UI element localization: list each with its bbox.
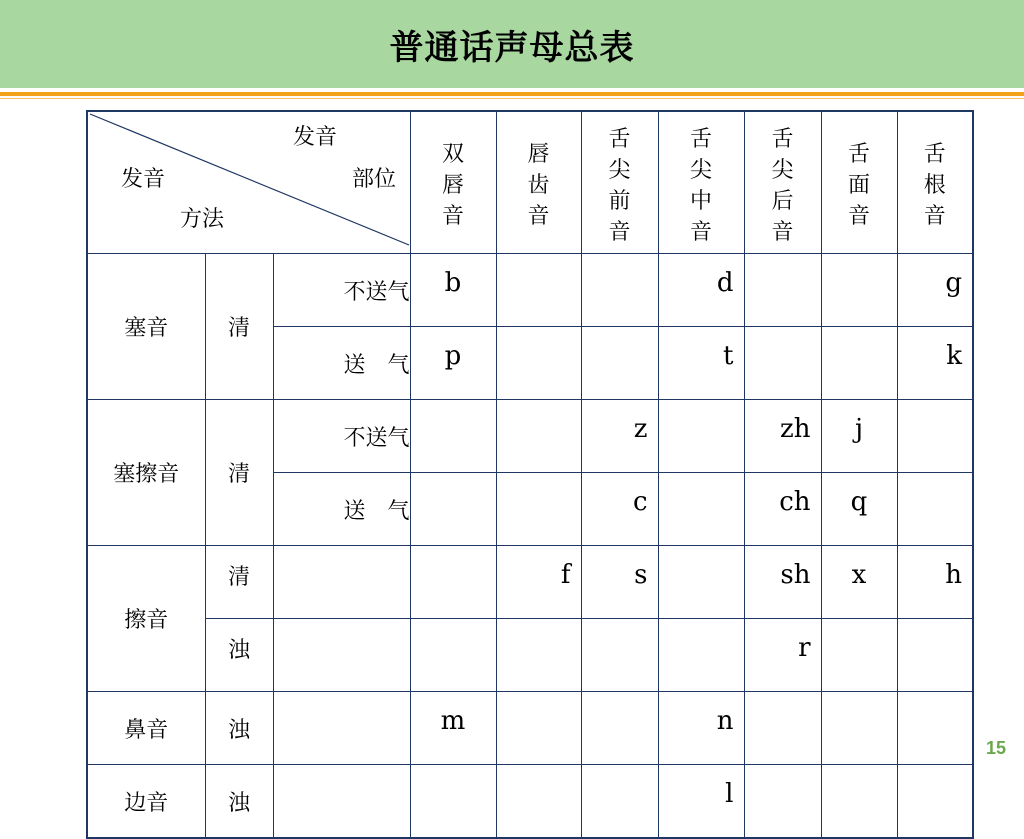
- initial-cell: [496, 254, 581, 327]
- initial-cell: [496, 619, 581, 692]
- manner-label: 塞音: [87, 254, 205, 400]
- initial-cell: p: [410, 327, 496, 400]
- initial-cell: [658, 473, 744, 546]
- initial-cell: [897, 692, 973, 765]
- initial-cell: [496, 692, 581, 765]
- initial-cell: [496, 400, 581, 473]
- aspiration-label: [273, 619, 410, 692]
- column-header: 舌 面 音: [821, 111, 897, 254]
- corner-cell: [87, 111, 410, 254]
- corner-label-top: 发音: [293, 125, 338, 150]
- manner-label: 鼻音: [87, 692, 205, 765]
- initial-cell: [410, 765, 496, 839]
- voicing-label: 清: [205, 546, 273, 619]
- initial-cell: [744, 692, 821, 765]
- initials-table: [86, 110, 974, 839]
- initial-cell: [744, 327, 821, 400]
- aspiration-label: 送 气: [273, 473, 410, 546]
- voicing-label: 清: [205, 400, 273, 546]
- initial-cell: d: [658, 254, 744, 327]
- initial-cell: z: [581, 400, 658, 473]
- initial-cell: [658, 619, 744, 692]
- corner-label-left: 发音: [121, 167, 166, 192]
- table-row: [87, 692, 973, 765]
- corner-label-bottom: 方法: [180, 207, 225, 232]
- column-header: 舌 根 音: [897, 111, 973, 254]
- initial-cell: k: [897, 327, 973, 400]
- initial-cell: zh: [744, 400, 821, 473]
- initial-cell: [410, 619, 496, 692]
- header-row: [87, 111, 973, 254]
- initial-cell: sh: [744, 546, 821, 619]
- aspiration-label: 不送气: [273, 400, 410, 473]
- table-row: [87, 400, 973, 473]
- initial-cell: n: [658, 692, 744, 765]
- aspiration-label: 不送气: [273, 254, 410, 327]
- voicing-label: 浊: [205, 765, 273, 839]
- initial-cell: [897, 619, 973, 692]
- initial-cell: [744, 254, 821, 327]
- manner-label: 塞擦音: [87, 400, 205, 546]
- initial-cell: [821, 692, 897, 765]
- initial-cell: ch: [744, 473, 821, 546]
- initial-cell: q: [821, 473, 897, 546]
- initial-cell: [897, 765, 973, 839]
- column-header: 舌 尖 中 音: [658, 111, 744, 254]
- voicing-label: 浊: [205, 692, 273, 765]
- corner-label-right: 部位: [352, 167, 397, 192]
- aspiration-label: [273, 765, 410, 839]
- manner-label: 边音: [87, 765, 205, 839]
- table-row: [87, 546, 973, 619]
- initial-cell: s: [581, 546, 658, 619]
- initial-cell: [897, 400, 973, 473]
- initial-cell: g: [897, 254, 973, 327]
- column-header: 唇 齿 音: [496, 111, 581, 254]
- initial-cell: [581, 619, 658, 692]
- manner-label: 擦音: [87, 546, 205, 692]
- initial-cell: j: [821, 400, 897, 473]
- initial-cell: [410, 400, 496, 473]
- initial-cell: [581, 692, 658, 765]
- initial-cell: [897, 473, 973, 546]
- table-row: [87, 254, 973, 327]
- initial-cell: [496, 473, 581, 546]
- initial-cell: [658, 546, 744, 619]
- initial-cell: [821, 765, 897, 839]
- initial-cell: [496, 765, 581, 839]
- initial-cell: [821, 619, 897, 692]
- initial-cell: b: [410, 254, 496, 327]
- orange-divider: [0, 92, 1024, 96]
- column-header: 舌 尖 后 音: [744, 111, 821, 254]
- aspiration-label: [273, 692, 410, 765]
- initial-cell: [581, 254, 658, 327]
- voicing-label: 浊: [205, 619, 273, 692]
- initial-cell: [658, 400, 744, 473]
- initial-cell: t: [658, 327, 744, 400]
- column-header: 双 唇 音: [410, 111, 496, 254]
- table-row: [87, 619, 973, 692]
- voicing-label: 清: [205, 254, 273, 400]
- initial-cell: f: [496, 546, 581, 619]
- thin-divider: [0, 98, 1024, 99]
- initial-cell: [496, 327, 581, 400]
- initial-cell: [581, 765, 658, 839]
- initial-cell: [821, 327, 897, 400]
- table-row: [87, 765, 973, 839]
- title-bar: [0, 0, 1024, 88]
- aspiration-label: 送 气: [273, 327, 410, 400]
- initial-cell: h: [897, 546, 973, 619]
- initial-cell: l: [658, 765, 744, 839]
- page-title: 普通话声母总表: [389, 27, 635, 68]
- initial-cell: c: [581, 473, 658, 546]
- initial-cell: [410, 546, 496, 619]
- column-header: 舌 尖 前 音: [581, 111, 658, 254]
- initial-cell: m: [410, 692, 496, 765]
- initial-cell: [410, 473, 496, 546]
- initial-cell: [744, 765, 821, 839]
- initial-cell: [821, 254, 897, 327]
- initial-cell: r: [744, 619, 821, 692]
- page-number: 15: [985, 738, 1006, 758]
- aspiration-label: [273, 546, 410, 619]
- initial-cell: x: [821, 546, 897, 619]
- initial-cell: [581, 327, 658, 400]
